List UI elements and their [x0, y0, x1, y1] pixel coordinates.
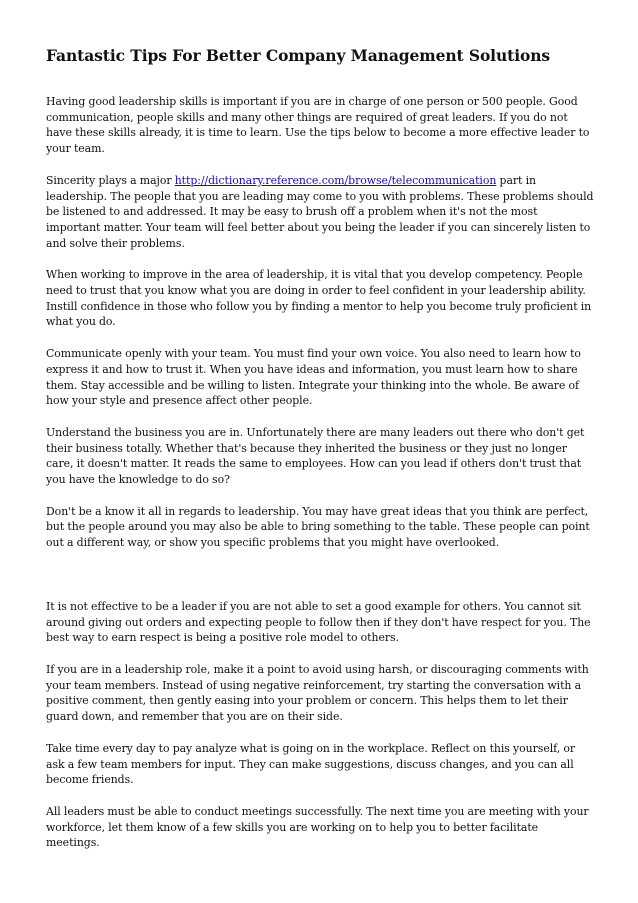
paragraph-7: It is not effective to be a leader if you are not able to set a good example for others. You cannot sit around giving out orders and expecting people to follow then if they don't have respect for you. The best way to earn respect is being a positive role model to others. [46, 599, 591, 645]
paragraph-8: If you are in a leadership role, make it a point to avoid using harsh, or discouraging comments with your team members. Instead of using negative reinforcement, try starting the conversation with a positive comment, then gently easing into your problem or concern. This helps them to let their guard down, and remember that you are on their side. [46, 662, 589, 724]
paragraph-3: When working to improve in the area of leadership, it is vital that you develop competency. People need to trust that you know what you are doing in order to feel confident in your leadership ability. Instill confidence in those who follow you by finding a mentor to help you become truly proficient in what you do. [46, 268, 592, 329]
paragraph-2-after: part in leadership. The people that you are leading may come to you with problems. These problems should be listened to and addressed. It may be easy to brush off a problem when it's not the most important matter. Your team will feel better about you being the leader if you can sincerely listen to and solve their problems. [46, 173, 594, 250]
dictionary-link[interactable]: http://dictionary.reference.com/browse/telecommunication [174, 173, 497, 187]
paragraph-5: Understand the business you are in. Unfortunately there are many leaders out there who don't get their business totally. Whether that's because they inherited the business or they just no longer care, it doesn't matter. It reads the same to employees. How can you lead if others don't trust that you have the knowledge to do so? [46, 425, 585, 487]
paragraph-2 [46, 173, 594, 252]
document-page [46, 46, 594, 867]
paragraph-4: Communicate openly with your team. You must find your own voice. You also need to learn how to express it and how to trust it. When you have ideas and information, you must learn how to share them. Stay accessible and be willing to listen. Integrate your thinking into the whole. Be aware of how your style and presence affect other people. [46, 347, 581, 408]
document-title: Fantastic Tips For Better Company Management Solutions [46, 46, 551, 65]
paragraph-1: Having good leadership skills is important if you are in charge of one person or 500 people. Good communication, people skills and many other things are required of great leaders. If you do not have these skills already, it is time to learn. Use the tips below to become a more effective leader to your team. [46, 95, 590, 156]
paragraph-10: All leaders must be able to conduct meetings successfully. The next time you are meeting with your workforce, let them know of a few skills you are working on to help you to better facilitate meetings. [46, 804, 589, 850]
paragraph-2-before: Sincerity plays a major [46, 173, 175, 187]
paragraph-9: Take time every day to pay analyze what is going on in the workplace. Reflect on this yourself, or ask a few team members for input. They can make suggestions, discuss changes, and you can all become friends. [46, 741, 576, 787]
paragraph-6: Don't be a know it all in regards to leadership. You may have great ideas that you think are perfect, but the people around you may also be able to bring something to the table. These people can point out a different way, or show you specific problems that you might have overlooked. [46, 504, 590, 550]
